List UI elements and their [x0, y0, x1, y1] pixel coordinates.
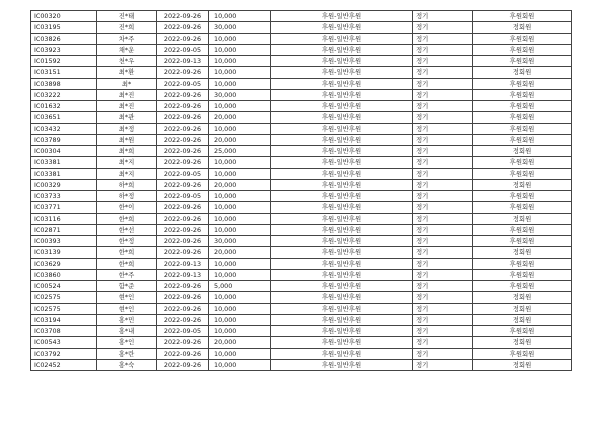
- donation-type-cell: 후원-일반후원: [271, 44, 413, 55]
- member-grade-cell: 정회원: [473, 314, 572, 325]
- donation-date-cell: 2022-09-26: [157, 236, 209, 247]
- member-id-cell: IC03826: [31, 33, 97, 44]
- member-id-cell: IC00393: [31, 236, 97, 247]
- donation-type-cell: 후원-일반후원: [271, 112, 413, 123]
- donation-type-cell: 후원-일반후원: [271, 326, 413, 337]
- donation-cycle-cell: 정기: [413, 326, 473, 337]
- donation-cycle-cell: 정기: [413, 337, 473, 348]
- donation-amount-cell: 10,000: [209, 314, 271, 325]
- member-grade-cell: 후원회원: [473, 236, 572, 247]
- member-id-cell: IC03708: [31, 326, 97, 337]
- donation-date-cell: 2022-09-26: [157, 67, 209, 78]
- member-name-cell: 최*지: [97, 168, 157, 179]
- donation-amount-cell: 20,000: [209, 179, 271, 190]
- member-grade-cell: 후원회원: [473, 78, 572, 89]
- donation-amount-cell: 10,000: [209, 44, 271, 55]
- donation-date-cell: 2022-09-26: [157, 359, 209, 370]
- member-id-cell: IC03222: [31, 89, 97, 100]
- member-grade-cell: 후원회원: [473, 123, 572, 134]
- donation-type-cell: 후원-일반후원: [271, 348, 413, 359]
- donation-cycle-cell: 정기: [413, 11, 473, 22]
- donation-amount-cell: 10,000: [209, 359, 271, 370]
- donation-cycle-cell: 정기: [413, 191, 473, 202]
- donation-type-cell: 후원-일반후원: [271, 22, 413, 33]
- donation-date-cell: 2022-09-26: [157, 101, 209, 112]
- table-row: [31, 78, 572, 89]
- donation-date-cell: 2022-09-26: [157, 11, 209, 22]
- member-grade-cell: 정회원: [473, 146, 572, 157]
- donation-date-cell: 2022-09-26: [157, 348, 209, 359]
- donation-cycle-cell: 정기: [413, 112, 473, 123]
- donation-type-cell: 후원-일반후원: [271, 11, 413, 22]
- table-row: [31, 281, 572, 292]
- donation-type-cell: 후원-일반후원: [271, 56, 413, 67]
- donation-date-cell: 2022-09-26: [157, 33, 209, 44]
- table-row: [31, 67, 572, 78]
- donation-type-cell: 후원-일반후원: [271, 236, 413, 247]
- member-id-cell: IC03733: [31, 191, 97, 202]
- donation-date-cell: 2022-09-26: [157, 123, 209, 134]
- donation-cycle-cell: 정기: [413, 292, 473, 303]
- member-name-cell: 한*주: [97, 269, 157, 280]
- donation-cycle-cell: 정기: [413, 157, 473, 168]
- donation-date-cell: 2022-09-05: [157, 168, 209, 179]
- donation-amount-cell: 20,000: [209, 112, 271, 123]
- donation-cycle-cell: 정기: [413, 56, 473, 67]
- table-row: [31, 213, 572, 224]
- donation-date-cell: 2022-09-13: [157, 56, 209, 67]
- donation-date-cell: 2022-09-26: [157, 247, 209, 258]
- donation-type-cell: 후원-일반후원: [271, 292, 413, 303]
- member-id-cell: IC00304: [31, 146, 97, 157]
- member-name-cell: 하*정: [97, 191, 157, 202]
- table-row: [31, 44, 572, 55]
- donation-date-cell: 2022-09-26: [157, 314, 209, 325]
- member-id-cell: IC03923: [31, 44, 97, 55]
- donation-type-cell: 후원-일반후원: [271, 168, 413, 179]
- donation-amount-cell: 10,000: [209, 56, 271, 67]
- member-name-cell: 홍*란: [97, 348, 157, 359]
- member-name-cell: 홍*숙: [97, 359, 157, 370]
- donation-type-cell: 후원-일반후원: [271, 157, 413, 168]
- table-row: [31, 337, 572, 348]
- donation-type-cell: 후원-일반후원: [271, 258, 413, 269]
- donation-cycle-cell: 정기: [413, 179, 473, 190]
- member-grade-cell: 정회원: [473, 22, 572, 33]
- donation-rows: [31, 11, 572, 371]
- member-name-cell: 홍*민: [97, 314, 157, 325]
- donation-date-cell: 2022-09-05: [157, 78, 209, 89]
- donation-amount-cell: 10,000: [209, 191, 271, 202]
- donation-amount-cell: 10,000: [209, 202, 271, 213]
- table-row: [31, 56, 572, 67]
- member-grade-cell: 후원회원: [473, 191, 572, 202]
- donation-cycle-cell: 정기: [413, 359, 473, 370]
- member-name-cell: 채*운: [97, 44, 157, 55]
- member-id-cell: IC02575: [31, 303, 97, 314]
- member-id-cell: IC01592: [31, 56, 97, 67]
- donation-cycle-cell: 정기: [413, 78, 473, 89]
- donation-amount-cell: 10,000: [209, 348, 271, 359]
- table-row: [31, 314, 572, 325]
- donation-type-cell: 후원-일반후원: [271, 101, 413, 112]
- member-id-cell: IC00524: [31, 281, 97, 292]
- table-row: [31, 191, 572, 202]
- member-grade-cell: 후원회원: [473, 101, 572, 112]
- donation-cycle-cell: 정기: [413, 168, 473, 179]
- table-row: [31, 269, 572, 280]
- member-name-cell: 한*희: [97, 258, 157, 269]
- table-row: [31, 11, 572, 22]
- donation-type-cell: 후원-일반후원: [271, 191, 413, 202]
- donation-cycle-cell: 정기: [413, 134, 473, 145]
- donation-date-cell: 2022-09-13: [157, 269, 209, 280]
- donation-type-cell: 후원-일반후원: [271, 134, 413, 145]
- donation-type-cell: 후원-일반후원: [271, 179, 413, 190]
- donation-cycle-cell: 정기: [413, 101, 473, 112]
- donation-date-cell: 2022-09-26: [157, 134, 209, 145]
- donation-amount-cell: 20,000: [209, 134, 271, 145]
- donation-type-cell: 후원-일반후원: [271, 33, 413, 44]
- donation-date-cell: 2022-09-26: [157, 157, 209, 168]
- table-row: [31, 33, 572, 44]
- donation-date-cell: 2022-09-05: [157, 191, 209, 202]
- donation-table: [30, 10, 572, 371]
- donation-type-cell: 후원-일반후원: [271, 247, 413, 258]
- table-row: [31, 303, 572, 314]
- donation-type-cell: 후원-일반후원: [271, 337, 413, 348]
- donation-amount-cell: 10,000: [209, 258, 271, 269]
- donation-amount-cell: 10,000: [209, 326, 271, 337]
- member-name-cell: 현*인: [97, 303, 157, 314]
- member-id-cell: IC03629: [31, 258, 97, 269]
- donation-amount-cell: 10,000: [209, 11, 271, 22]
- member-id-cell: IC02871: [31, 224, 97, 235]
- donation-type-cell: 후원-일반후원: [271, 281, 413, 292]
- member-name-cell: 홍*내: [97, 326, 157, 337]
- table-row: [31, 101, 572, 112]
- donation-type-cell: 후원-일반후원: [271, 78, 413, 89]
- member-id-cell: IC00320: [31, 11, 97, 22]
- donation-type-cell: 후원-일반후원: [271, 202, 413, 213]
- member-name-cell: 현*인: [97, 292, 157, 303]
- donation-amount-cell: 10,000: [209, 101, 271, 112]
- donation-date-cell: 2022-09-26: [157, 303, 209, 314]
- table-row: [31, 179, 572, 190]
- donation-date-cell: 2022-09-05: [157, 44, 209, 55]
- member-name-cell: 하*희: [97, 179, 157, 190]
- donation-type-cell: 후원-일반후원: [271, 213, 413, 224]
- donation-type-cell: 후원-일반후원: [271, 89, 413, 100]
- member-id-cell: IC03194: [31, 314, 97, 325]
- donation-type-cell: 후원-일반후원: [271, 269, 413, 280]
- donation-cycle-cell: 정기: [413, 247, 473, 258]
- donation-cycle-cell: 정기: [413, 202, 473, 213]
- member-name-cell: 함*준: [97, 281, 157, 292]
- donation-type-cell: 후원-일반후원: [271, 123, 413, 134]
- member-id-cell: IC03898: [31, 78, 97, 89]
- member-grade-cell: 정회원: [473, 292, 572, 303]
- donation-amount-cell: 30,000: [209, 22, 271, 33]
- member-grade-cell: 정회원: [473, 303, 572, 314]
- donation-cycle-cell: 정기: [413, 123, 473, 134]
- donation-cycle-cell: 정기: [413, 67, 473, 78]
- member-name-cell: 진*태: [97, 11, 157, 22]
- donation-cycle-cell: 정기: [413, 236, 473, 247]
- member-name-cell: 한*이: [97, 202, 157, 213]
- table-row: [31, 168, 572, 179]
- member-grade-cell: 후원회원: [473, 168, 572, 179]
- member-grade-cell: 후원회원: [473, 224, 572, 235]
- donation-cycle-cell: 정기: [413, 281, 473, 292]
- donation-amount-cell: 10,000: [209, 213, 271, 224]
- donation-type-cell: 후원-일반후원: [271, 303, 413, 314]
- member-grade-cell: 후원회원: [473, 11, 572, 22]
- member-name-cell: 진*희: [97, 22, 157, 33]
- member-name-cell: 홍*인: [97, 337, 157, 348]
- table-row: [31, 348, 572, 359]
- donation-type-cell: 후원-일반후원: [271, 146, 413, 157]
- member-grade-cell: 후원회원: [473, 112, 572, 123]
- member-name-cell: 최*희: [97, 146, 157, 157]
- member-name-cell: 한*희: [97, 213, 157, 224]
- donation-cycle-cell: 정기: [413, 213, 473, 224]
- member-grade-cell: 후원회원: [473, 33, 572, 44]
- donation-date-cell: 2022-09-26: [157, 179, 209, 190]
- member-grade-cell: 후원회원: [473, 157, 572, 168]
- donation-cycle-cell: 정기: [413, 44, 473, 55]
- table-row: [31, 202, 572, 213]
- member-id-cell: IC02575: [31, 292, 97, 303]
- donation-cycle-cell: 정기: [413, 89, 473, 100]
- donation-cycle-cell: 정기: [413, 348, 473, 359]
- member-id-cell: IC03792: [31, 348, 97, 359]
- member-grade-cell: 후원회원: [473, 258, 572, 269]
- table-row: [31, 292, 572, 303]
- member-id-cell: IC03651: [31, 112, 97, 123]
- donation-amount-cell: 30,000: [209, 236, 271, 247]
- member-name-cell: 최*진: [97, 89, 157, 100]
- donation-amount-cell: 10,000: [209, 303, 271, 314]
- donation-cycle-cell: 정기: [413, 269, 473, 280]
- member-grade-cell: 후원회원: [473, 56, 572, 67]
- donation-amount-cell: 20,000: [209, 337, 271, 348]
- donation-date-cell: 2022-09-26: [157, 112, 209, 123]
- table-row: [31, 247, 572, 258]
- member-id-cell: IC03195: [31, 22, 97, 33]
- member-id-cell: IC03860: [31, 269, 97, 280]
- table-row: [31, 258, 572, 269]
- donation-type-cell: 후원-일반후원: [271, 67, 413, 78]
- donation-amount-cell: 10,000: [209, 224, 271, 235]
- donation-record-sheet: [30, 10, 571, 371]
- donation-date-cell: 2022-09-26: [157, 89, 209, 100]
- table-row: [31, 157, 572, 168]
- member-id-cell: IC03139: [31, 247, 97, 258]
- donation-cycle-cell: 정기: [413, 22, 473, 33]
- member-name-cell: 차*주: [97, 33, 157, 44]
- member-grade-cell: 후원회원: [473, 269, 572, 280]
- donation-date-cell: 2022-09-26: [157, 224, 209, 235]
- member-name-cell: 천*우: [97, 56, 157, 67]
- donation-amount-cell: 10,000: [209, 67, 271, 78]
- member-name-cell: 최*지: [97, 157, 157, 168]
- donation-amount-cell: 10,000: [209, 78, 271, 89]
- member-grade-cell: 정회원: [473, 247, 572, 258]
- donation-date-cell: 2022-09-26: [157, 292, 209, 303]
- table-row: [31, 134, 572, 145]
- member-grade-cell: 정회원: [473, 67, 572, 78]
- donation-date-cell: 2022-09-05: [157, 326, 209, 337]
- member-id-cell: IC03432: [31, 123, 97, 134]
- member-name-cell: 최*: [97, 78, 157, 89]
- member-name-cell: 최*환: [97, 67, 157, 78]
- donation-date-cell: 2022-09-26: [157, 281, 209, 292]
- donation-cycle-cell: 정기: [413, 258, 473, 269]
- member-grade-cell: 후원회원: [473, 44, 572, 55]
- member-grade-cell: 후원회원: [473, 281, 572, 292]
- donation-date-cell: 2022-09-13: [157, 258, 209, 269]
- donation-amount-cell: 20,000: [209, 247, 271, 258]
- donation-amount-cell: 25,000: [209, 146, 271, 157]
- member-grade-cell: 후원회원: [473, 348, 572, 359]
- table-row: [31, 359, 572, 370]
- table-row: [31, 224, 572, 235]
- member-id-cell: IC00329: [31, 179, 97, 190]
- donation-cycle-cell: 정기: [413, 146, 473, 157]
- donation-cycle-cell: 정기: [413, 303, 473, 314]
- member-name-cell: 최*원: [97, 134, 157, 145]
- donation-amount-cell: 10,000: [209, 168, 271, 179]
- member-id-cell: IC02452: [31, 359, 97, 370]
- member-id-cell: IC03381: [31, 168, 97, 179]
- table-row: [31, 236, 572, 247]
- member-id-cell: IC03151: [31, 67, 97, 78]
- table-row: [31, 22, 572, 33]
- member-grade-cell: 후원회원: [473, 134, 572, 145]
- donation-amount-cell: 10,000: [209, 292, 271, 303]
- member-name-cell: 최*진: [97, 101, 157, 112]
- member-name-cell: 한*정: [97, 236, 157, 247]
- table-row: [31, 112, 572, 123]
- donation-amount-cell: 30,000: [209, 89, 271, 100]
- donation-amount-cell: 5,000: [209, 281, 271, 292]
- member-grade-cell: 정회원: [473, 359, 572, 370]
- table-row: [31, 89, 572, 100]
- member-grade-cell: 정회원: [473, 337, 572, 348]
- donation-type-cell: 후원-일반후원: [271, 224, 413, 235]
- table-row: [31, 123, 572, 134]
- donation-amount-cell: 10,000: [209, 33, 271, 44]
- member-name-cell: 최*정: [97, 123, 157, 134]
- table-row: [31, 146, 572, 157]
- member-id-cell: IC03771: [31, 202, 97, 213]
- donation-type-cell: 후원-일반후원: [271, 314, 413, 325]
- table-row: [31, 326, 572, 337]
- donation-date-cell: 2022-09-26: [157, 22, 209, 33]
- donation-date-cell: 2022-09-26: [157, 213, 209, 224]
- member-id-cell: IC00543: [31, 337, 97, 348]
- donation-amount-cell: 10,000: [209, 123, 271, 134]
- donation-amount-cell: 10,000: [209, 269, 271, 280]
- member-grade-cell: 후원회원: [473, 89, 572, 100]
- member-grade-cell: 후원회원: [473, 202, 572, 213]
- member-grade-cell: 후원회원: [473, 326, 572, 337]
- donation-cycle-cell: 정기: [413, 314, 473, 325]
- member-grade-cell: 정회원: [473, 179, 572, 190]
- member-name-cell: 한*선: [97, 224, 157, 235]
- donation-type-cell: 후원-일반후원: [271, 359, 413, 370]
- member-id-cell: IC03116: [31, 213, 97, 224]
- donation-date-cell: 2022-09-26: [157, 337, 209, 348]
- member-name-cell: 한*희: [97, 247, 157, 258]
- member-name-cell: 최*관: [97, 112, 157, 123]
- donation-date-cell: 2022-09-26: [157, 146, 209, 157]
- donation-cycle-cell: 정기: [413, 224, 473, 235]
- donation-amount-cell: 10,000: [209, 157, 271, 168]
- member-id-cell: IC03381: [31, 157, 97, 168]
- member-id-cell: IC01632: [31, 101, 97, 112]
- member-id-cell: IC03789: [31, 134, 97, 145]
- donation-cycle-cell: 정기: [413, 33, 473, 44]
- member-grade-cell: 정회원: [473, 213, 572, 224]
- donation-date-cell: 2022-09-26: [157, 202, 209, 213]
